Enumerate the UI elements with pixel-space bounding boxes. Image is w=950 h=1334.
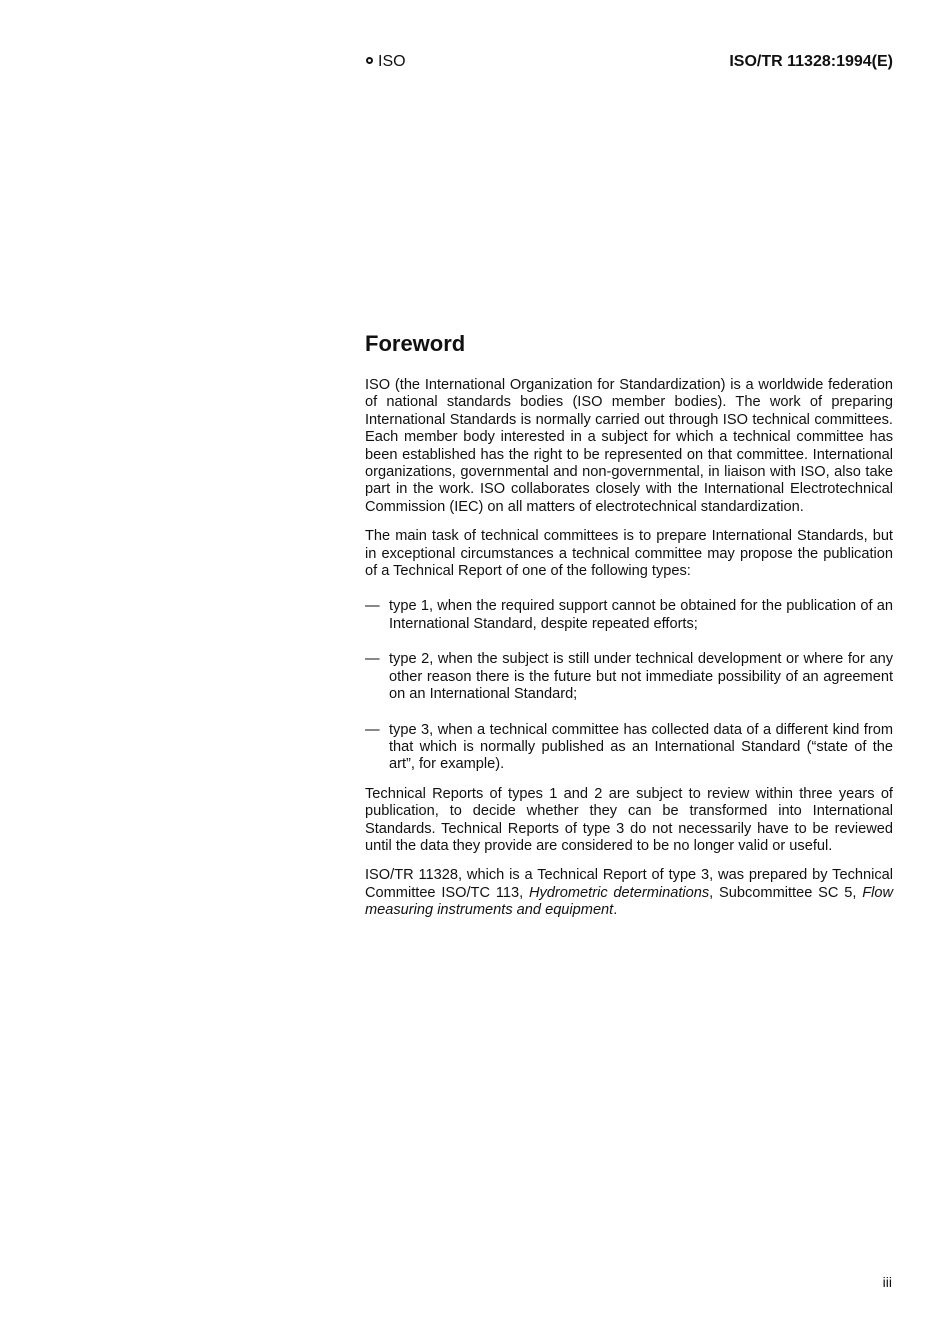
paragraph-3: Technical Reports of types 1 and 2 are subject to review within three years of publication, to decide whether they can be transformed into International Standards. Technical Reports of type 3 do not necessarily have to be reviewed until the data they provide are considered to be no longer valid or useful. <box>365 785 893 854</box>
list-dash: — <box>365 721 380 738</box>
list-item-text: type 1, when the required support cannot be obtained for the publication of an International Standard, despite repeated efforts; <box>389 598 893 632</box>
list-item <box>365 651 893 703</box>
header-copyright <box>366 53 406 71</box>
paragraph-4-text-c: . <box>613 902 618 919</box>
header-left-text: ISO <box>378 53 406 70</box>
subcommittee-title: Flow measuring instruments and equipment <box>365 884 894 919</box>
list-item <box>365 722 893 774</box>
paragraph-4-text-a: ISO/TR 11328, which is a Technical Report of type 3, was prepared by Technical Committee ISO/TC 113, <box>365 867 893 901</box>
list-item <box>365 598 893 633</box>
committee-title: Hydrometric determinations <box>528 884 710 901</box>
foreword-section <box>365 330 893 932</box>
page-title: Foreword <box>365 331 466 356</box>
list-item-text: type 2, when the subject is still under technical development or where for any other reason there is the future but not immediate possibility of an agreement on an International Standard; <box>389 651 893 703</box>
paragraph-4 <box>365 867 893 919</box>
list-dash: — <box>365 651 380 668</box>
page-number: iii <box>882 1274 892 1290</box>
paragraph-1: ISO (the International Organization for Standardization) is a worldwide federation of national standards bodies (ISO member bodies). The work of preparing International Standards is normally carried out through ISO technical committees. Each member body interested in a subject for which a technical committee has been established has the right to be represented on that committee. International organizations, governmental and non-governmental, in liaison with ISO, also take part in the work. ISO collaborates closely with the International Electrotechnical Commission (IEC) on all matters of electrotechnical standardization. <box>365 377 893 515</box>
document-reference: ISO/TR 11328:1994(E) <box>729 53 893 70</box>
list-item-text: type 3, when a technical committee has collected data of a different kind from that which is normally published as an International Standard (“state of the art”, for example). <box>389 721 893 773</box>
paragraph-2: The main task of technical committees is to prepare International Standards, but in exceptional circumstances a technical committee may propose the publication of a Technical Report of one of the following types: <box>365 528 893 580</box>
copyright-icon <box>366 57 373 64</box>
paragraph-4-text-b: , Subcommittee SC 5, <box>709 884 863 901</box>
list-dash: — <box>365 598 380 615</box>
